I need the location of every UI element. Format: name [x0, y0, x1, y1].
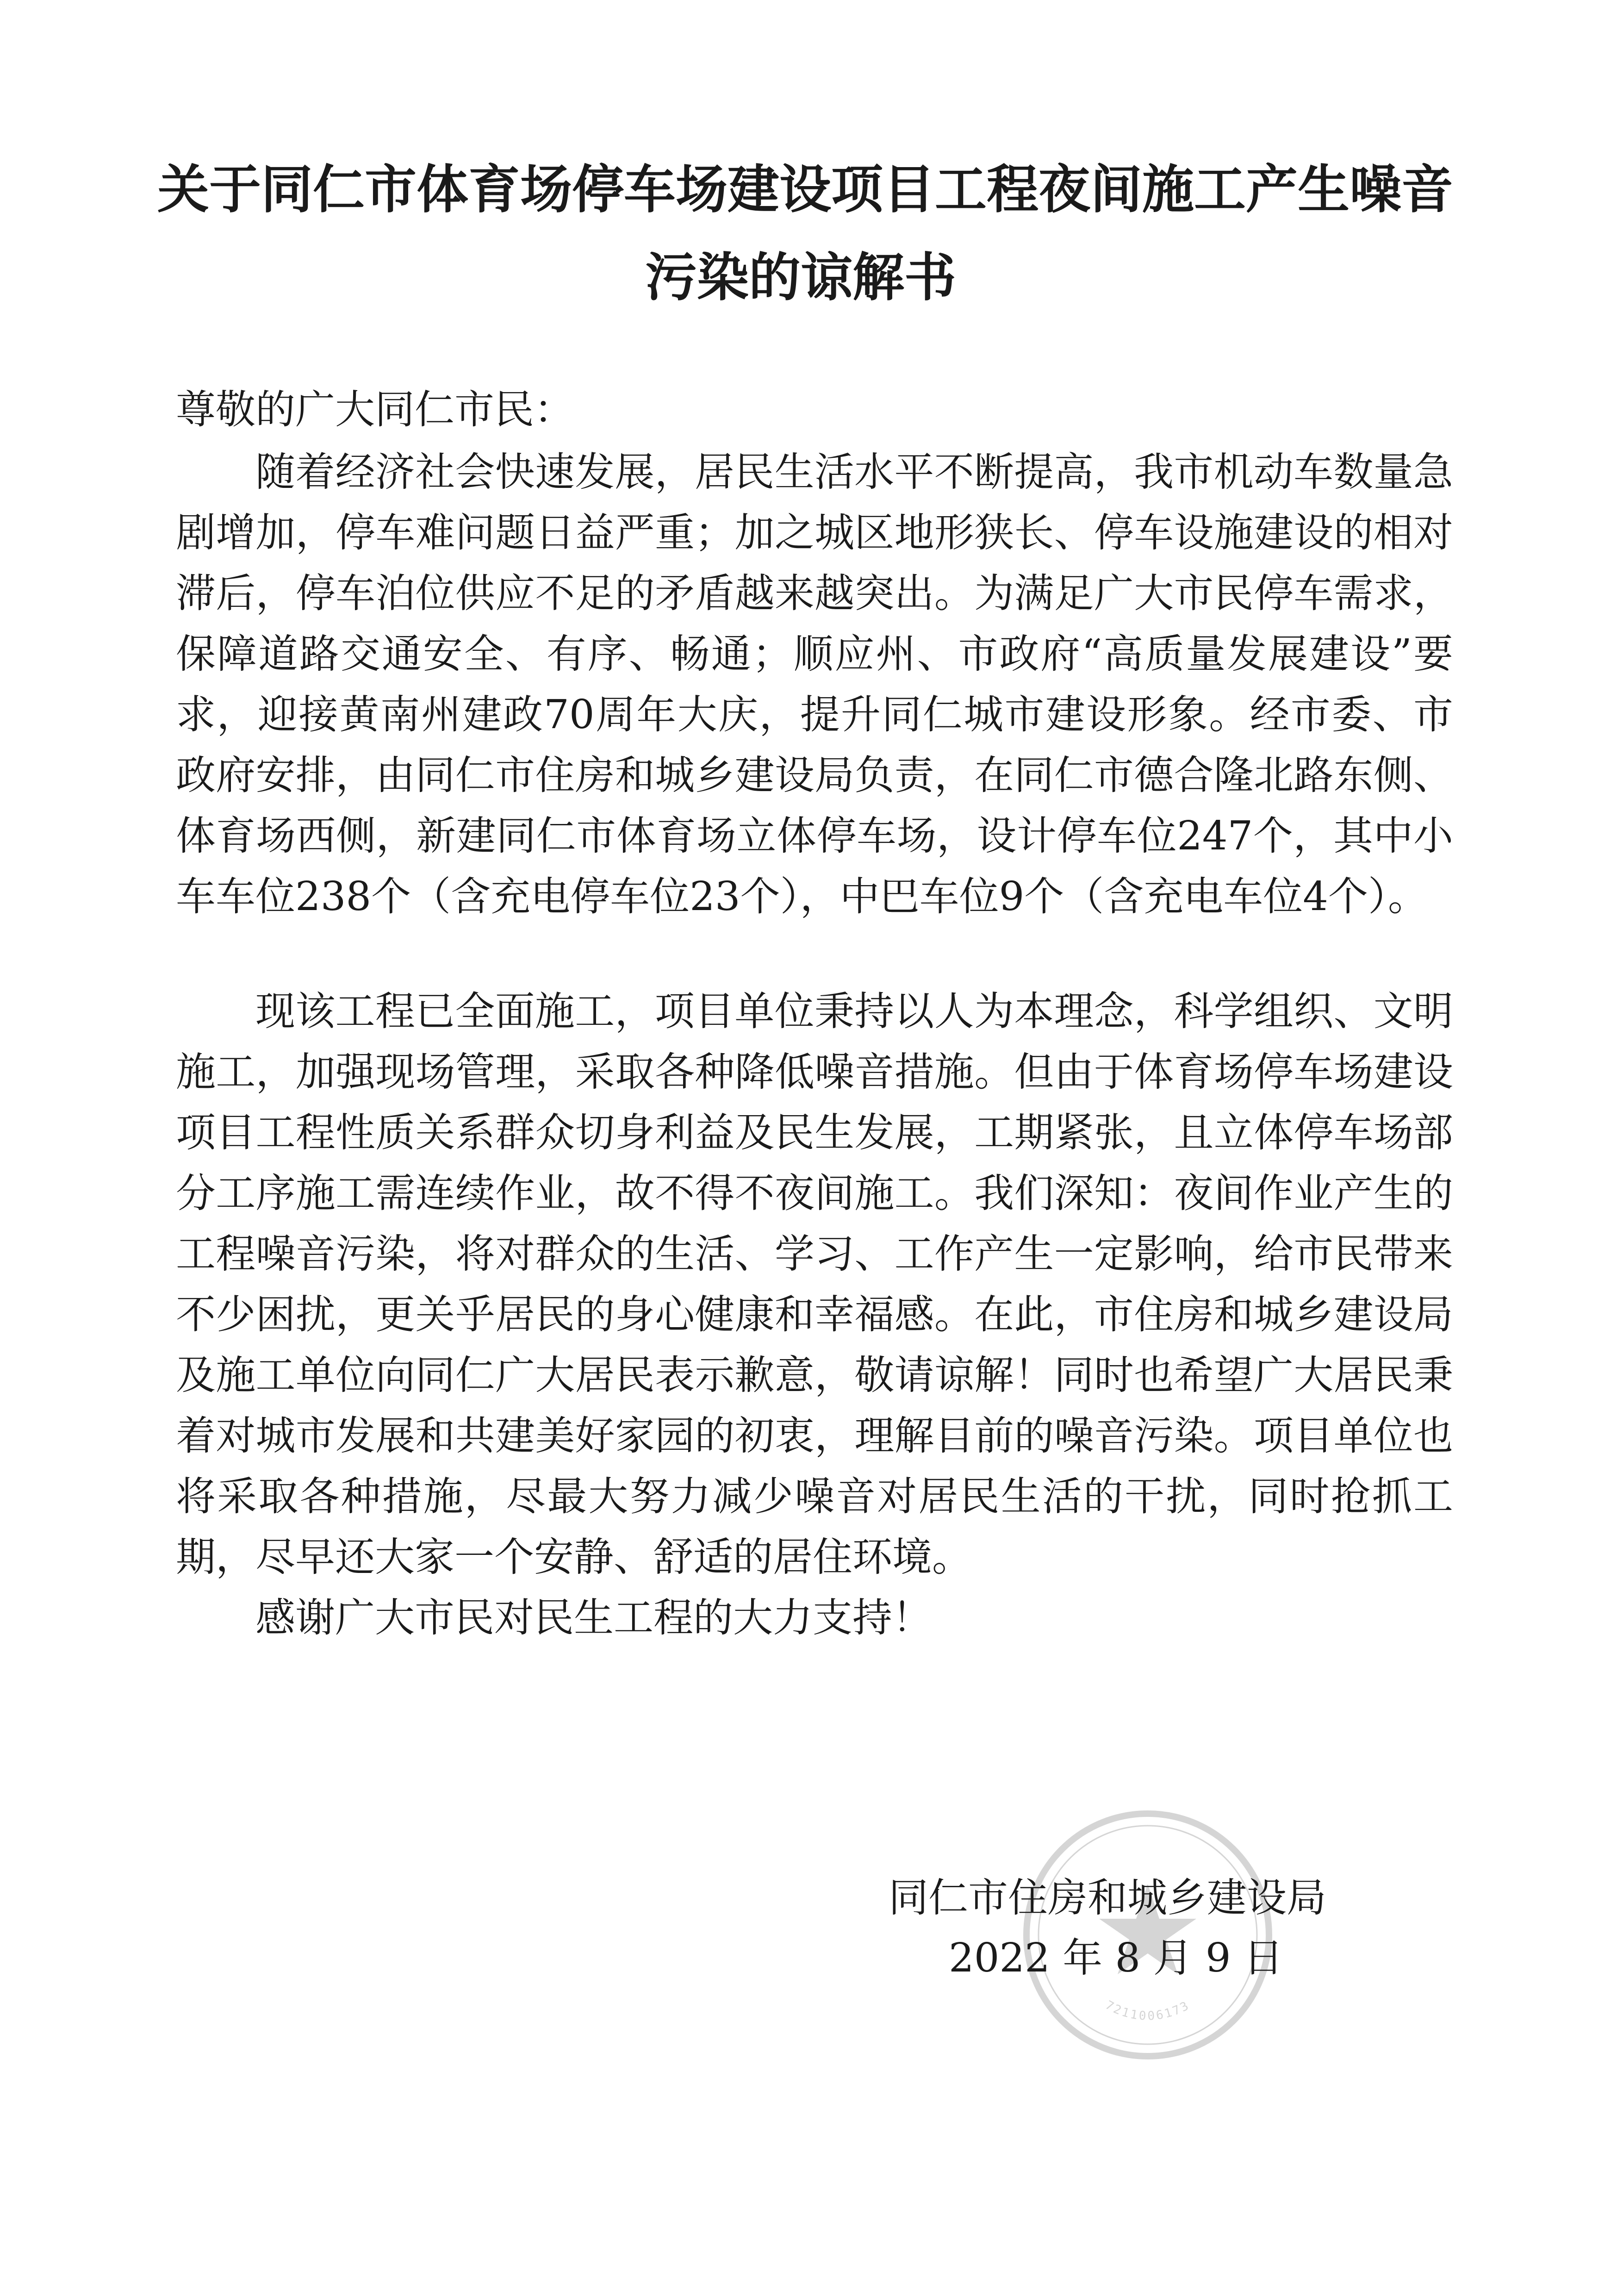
- seal-code: 7211006173: [1103, 1998, 1193, 2023]
- signature-date: 2022 年 8 月 9 日: [949, 1935, 1283, 1981]
- signature-organization: 同仁市住房和城乡建设局: [889, 1875, 1326, 1921]
- salutation: 尊敬的广大同仁市民：: [176, 387, 574, 433]
- document-title-line-2: 污染的谅解书: [645, 248, 956, 308]
- document-title-line-1: 关于同仁市体育场停车场建设项目工程夜间施工产生噪音: [157, 160, 1453, 220]
- paragraph-background: 随着经济社会快速发展，居民生活水平不断提高，我市机动车数量急剧增加，停车难问题日益严重；加之城区地形狭长、停车设施建设的相对滞后，停车泊位供应不足的矛盾越来越突出。为满足广大市民停车需求，保障道路交通安全、有序、畅通；顺应州、市政府“高质量发展建设”要求，迎接黄南州建政70周年大庆，提升同仁城市建设形象。经市委、市政府安排，由同仁市住房和城乡建设局负责，在同仁市德合隆北路东侧、体育场西侧，新建同仁市体育场立体停车场，设计停车位247个，其中小车车位238个（含充电停车位23个），中巴车位9个（含充电车位4个）。: [176, 449, 1453, 920]
- paragraph-apology: 现该工程已全面施工，项目单位秉持以人为本理念，科学组织、文明施工，加强现场管理，采取各种降低噪音措施。但由于体育场停车场建设项目工程性质关系群众切身利益及民生发展，工期紧张，且立体停车场部分工序施工需连续作业，故不得不夜间施工。我们深知：夜间作业产生的工程噪音污染，将对群众的生活、学习、工作产生一定影响，给市民带来不少困扰，更关乎居民的身心健康和幸福感。在此，市住房和城乡建设局及施工单位向同仁广大居民表示歉意，敬请谅解！同时也希望广大居民秉着对城市发展和共建美好家园的初衷，理解目前的噪音污染。项目单位也将采取各种措施，尽最大努力减少噪音对居民生活的干扰，同时抢抓工期，尽早还大家一个安静、舒适的居住环境。: [176, 988, 1453, 1580]
- svg-text:7211006173: [1103, 1998, 1192, 2023]
- paragraph-thanks: 感谢广大市民对民生工程的大力支持！: [255, 1595, 932, 1641]
